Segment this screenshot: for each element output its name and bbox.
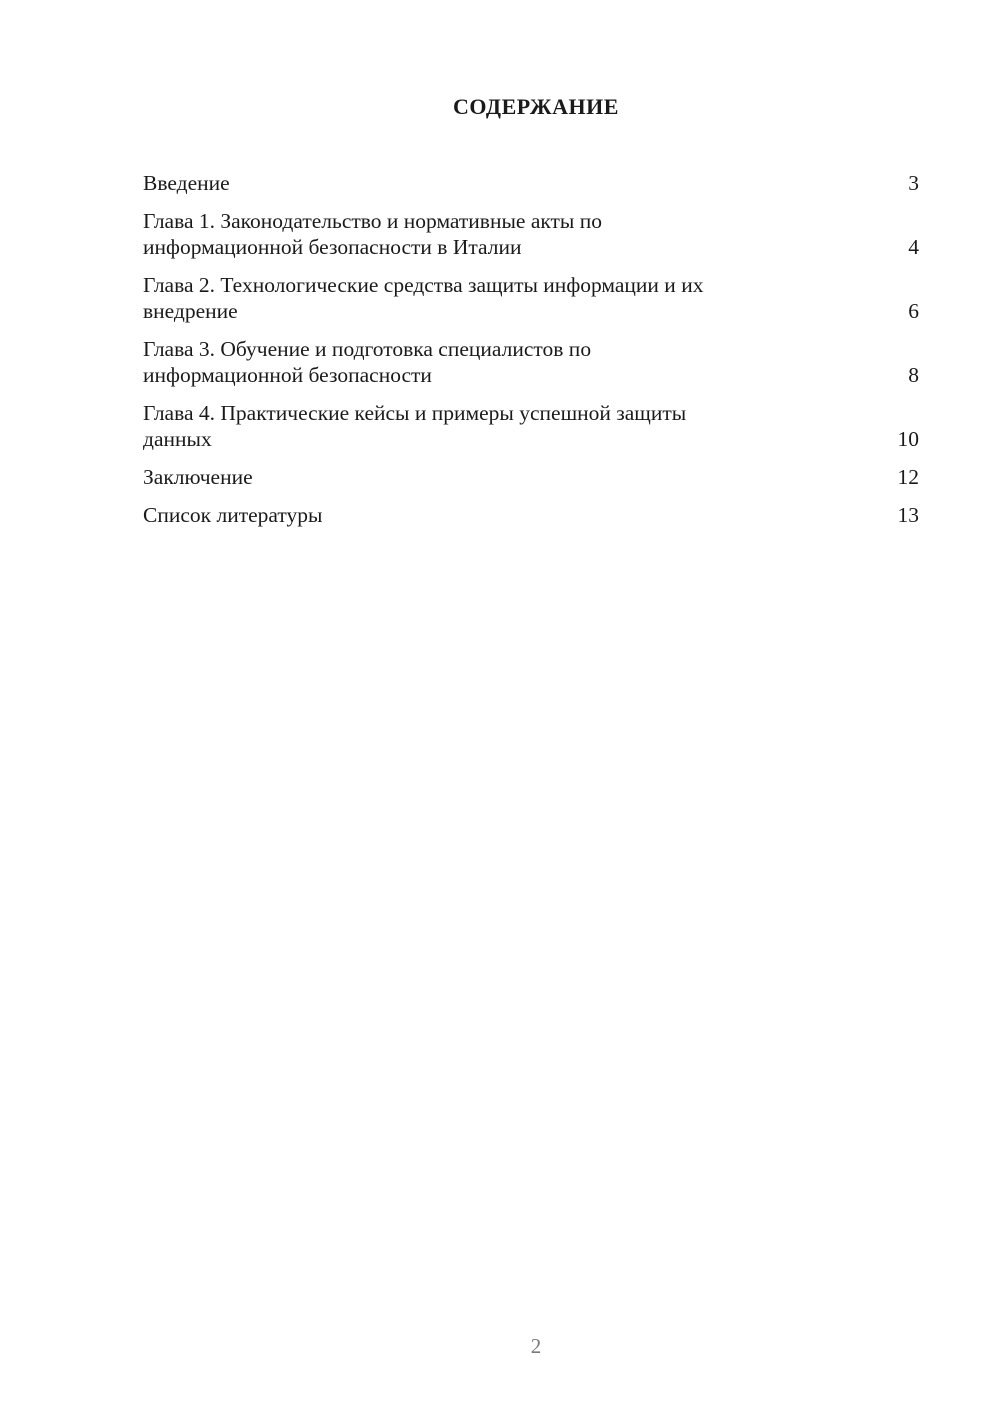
toc-entry-text: Глава 1. Законодательство и нормативные акты по информационной безопасности в Италии: [143, 209, 602, 259]
toc-entry-chapter-3[interactable]: [143, 336, 919, 388]
toc-entry-page: 4: [908, 235, 919, 259]
toc-entry-text: Введение: [143, 171, 230, 195]
toc-entry-page: 8: [908, 363, 919, 387]
toc-entry-text: Заключение: [143, 465, 253, 489]
toc-title: СОДЕРЖАНИЕ: [453, 94, 619, 119]
toc-entry-chapter-4[interactable]: [143, 400, 919, 452]
toc-entry-text: Глава 3. Обучение и подготовка специалистов по информационной безопасности: [143, 337, 592, 387]
table-of-contents: [143, 170, 919, 540]
toc-entry-page: 10: [897, 427, 919, 451]
toc-entry-page: 6: [908, 299, 919, 323]
toc-entry-page: 3: [908, 171, 919, 195]
toc-entry-chapter-1[interactable]: [143, 208, 919, 260]
toc-entry-references[interactable]: [143, 502, 919, 528]
page-number: 2: [530, 1334, 542, 1358]
toc-entry-text: Глава 2. Технологические средства защиты информации и их внедрение: [143, 273, 704, 323]
toc-entry-text: Глава 4. Практические кейсы и примеры успешной защиты данных: [143, 401, 687, 451]
toc-entry-page: 12: [897, 465, 919, 489]
toc-entry-introduction[interactable]: [143, 170, 919, 196]
toc-entry-page: 13: [897, 503, 919, 527]
toc-entry-text: Список литературы: [143, 503, 323, 527]
toc-entry-conclusion[interactable]: [143, 464, 919, 490]
toc-entry-chapter-2[interactable]: [143, 272, 919, 324]
